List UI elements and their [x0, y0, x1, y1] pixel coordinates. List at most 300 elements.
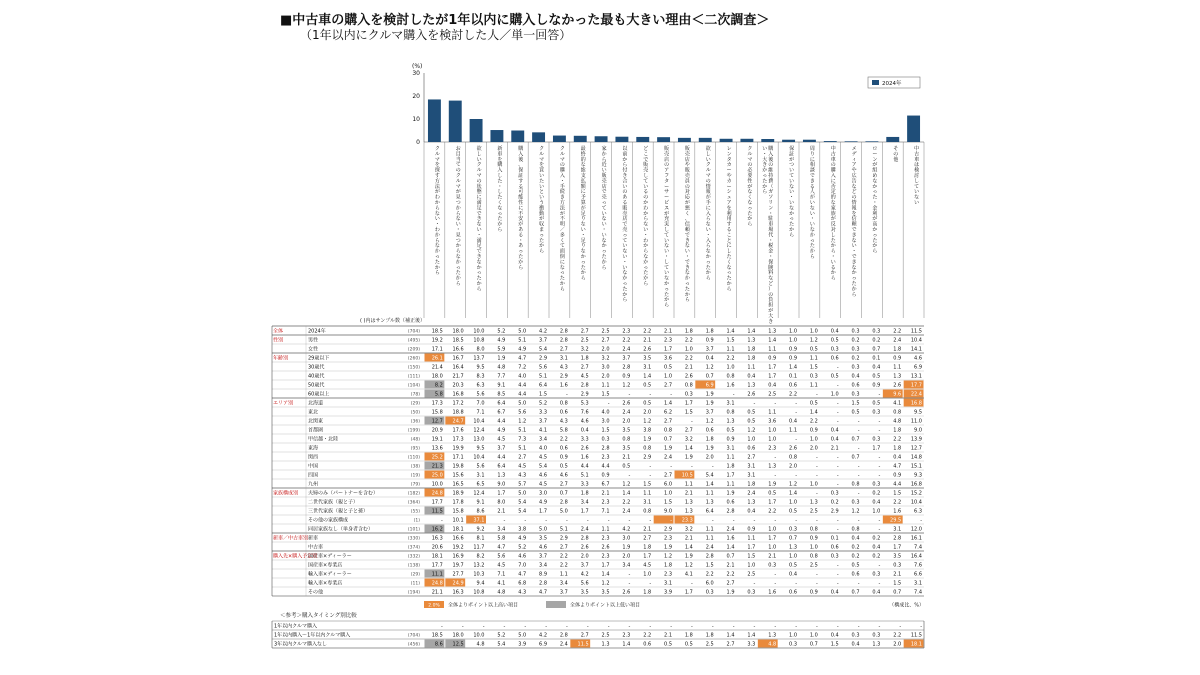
svg-text:ら: ら	[762, 189, 768, 196]
table-cell: 5.1	[518, 337, 527, 344]
table-cell: 17.6	[452, 427, 464, 434]
table-cell: 17.7	[431, 562, 443, 569]
table-cell: 15.2	[910, 490, 922, 497]
svg-text:面: 面	[559, 248, 565, 255]
table-cell: 0.4	[705, 355, 714, 362]
reference-cell: -	[628, 623, 631, 630]
svg-text:が: が	[664, 210, 670, 217]
svg-text:か: か	[830, 243, 836, 250]
table-cell: 4.7	[497, 544, 506, 551]
svg-text:か: か	[705, 254, 711, 260]
table-cell: 1.3	[747, 337, 756, 344]
svg-text:な: な	[434, 243, 440, 250]
table-row-n: (29)	[410, 401, 420, 407]
table-cell: 11.5	[431, 508, 443, 515]
table-cell: 1.4	[809, 409, 818, 416]
svg-text:か: か	[476, 281, 482, 287]
table-cell: 1.4	[664, 400, 672, 407]
table-cell: 2.1	[601, 490, 610, 497]
svg-text:ク: ク	[539, 146, 545, 152]
table-cell: 0.8	[664, 427, 672, 434]
table-cell: 1.1	[726, 454, 735, 461]
table-cell: 4.8	[497, 589, 506, 596]
table-cell: 3.4	[580, 499, 589, 506]
table-cell: 2.9	[559, 373, 568, 380]
table-cell: 1.1	[747, 364, 756, 371]
svg-text:入: 入	[559, 173, 565, 179]
table-cell: 12.4	[473, 427, 485, 434]
table-cell: 11.5	[910, 328, 922, 335]
reference-cell: -	[524, 623, 527, 630]
svg-text:販: 販	[684, 146, 690, 152]
bar	[428, 99, 441, 142]
table-cell: 4.3	[518, 472, 527, 479]
svg-text:し: し	[705, 151, 711, 158]
table-cell: 5.6	[518, 409, 527, 416]
table-cell: 0.6	[830, 355, 839, 362]
svg-text:売: 売	[664, 151, 670, 158]
svg-text:が: が	[830, 216, 836, 223]
table-cell: 5.9	[497, 346, 506, 353]
svg-text:た: た	[455, 270, 461, 277]
svg-text:車: 車	[830, 156, 836, 163]
svg-text:た: た	[434, 259, 440, 266]
svg-text:っ: っ	[872, 232, 878, 239]
table-cell: 16.8	[910, 481, 922, 488]
svg-text:ら: ら	[497, 227, 503, 233]
svg-text:か: か	[601, 151, 607, 158]
table-cell: 1.8	[747, 346, 756, 353]
table-row-n: (182)	[407, 491, 420, 497]
bar	[636, 137, 649, 142]
svg-text:・: ・	[809, 216, 815, 223]
svg-text:い: い	[664, 270, 670, 277]
table-cell: 3.5	[580, 589, 589, 596]
svg-text:保: 保	[789, 146, 795, 152]
table-cell: 16.3	[431, 535, 443, 542]
table-cell: -	[816, 517, 818, 524]
table-cell: 1.8	[747, 481, 756, 488]
svg-text:店: 店	[601, 183, 607, 190]
table-cell: 2.1	[684, 535, 693, 542]
table-cell: 0.6	[705, 427, 714, 434]
table-row-n: (36)	[410, 419, 420, 425]
table-cell: 1.1	[705, 490, 714, 497]
svg-text:終: 終	[580, 151, 586, 158]
table-cell: 0.7	[893, 589, 902, 596]
table-cell: 0.5	[768, 490, 777, 497]
table-cell: 6.2	[664, 409, 672, 416]
table-cell: 1.8	[726, 463, 735, 470]
svg-text:カ: カ	[726, 178, 732, 185]
svg-text:か: か	[851, 286, 857, 293]
table-cell: 2.2	[726, 355, 735, 362]
svg-text:な: な	[809, 205, 815, 212]
table-cell: 0.3	[851, 499, 860, 506]
table-cell: 4.0	[601, 409, 610, 416]
reference-cell: 2.1	[664, 632, 672, 639]
table-cell: 4.9	[518, 535, 527, 542]
svg-text:な: な	[455, 254, 461, 260]
table-row-n: (101)	[407, 527, 420, 533]
svg-text:ロ: ロ	[872, 146, 878, 152]
svg-text:か: か	[622, 275, 628, 282]
category-label	[622, 145, 628, 303]
svg-text:っ: っ	[497, 210, 503, 217]
table-cell: 25.2	[431, 454, 443, 461]
svg-text:・: ・	[684, 254, 690, 260]
table-cell: 4.9	[539, 499, 547, 506]
svg-text:手: 手	[559, 183, 565, 190]
svg-text:ス: ス	[664, 205, 670, 212]
svg-text:り: り	[580, 243, 586, 250]
svg-text:て: て	[622, 237, 628, 244]
svg-text:し: し	[476, 151, 482, 158]
table-cell: 2.6	[580, 544, 589, 551]
table-cell: 1.7	[580, 508, 589, 515]
svg-text:ル: ル	[455, 178, 461, 185]
svg-text:っ: っ	[643, 264, 649, 271]
table-cell: 23.3	[681, 517, 693, 524]
svg-text:マ: マ	[455, 183, 461, 190]
svg-text:ー: ー	[664, 183, 670, 190]
table-cell: 2.6	[601, 544, 610, 551]
table-cell: 2.2	[684, 355, 693, 362]
reference-cell: -	[670, 623, 672, 630]
reference-cell: 18.1	[910, 641, 922, 648]
bar	[615, 137, 628, 142]
svg-text:・: ・	[768, 237, 774, 244]
table-cell: 2.1	[497, 508, 506, 515]
table-cell: 0.3	[851, 364, 860, 371]
svg-text:ど: ど	[643, 146, 649, 152]
table-cell: 20.6	[431, 544, 443, 551]
svg-text:た: た	[762, 178, 768, 185]
y-tick-label: 30	[412, 70, 420, 77]
table-cell: 3.2	[684, 436, 693, 443]
table-cell: 1.2	[643, 418, 652, 425]
reference-cell: 2.7	[580, 632, 589, 639]
table-cell: 14.8	[910, 454, 922, 461]
svg-text:き: き	[684, 264, 690, 271]
table-cell: 0.8	[851, 526, 860, 533]
svg-text:い: い	[664, 237, 670, 244]
table-cell: 5.8	[434, 391, 443, 398]
table-cell: -	[649, 472, 652, 479]
table-cell: 4.1	[893, 400, 902, 407]
svg-text:で: で	[476, 248, 482, 255]
svg-text:か: か	[809, 248, 815, 255]
svg-text:い: い	[705, 227, 711, 233]
table-cell: -	[774, 400, 777, 407]
table-cell: 7.4	[914, 544, 922, 551]
table-cell: 11.7	[473, 544, 485, 551]
reference-cell: -	[482, 623, 485, 630]
svg-text:か: か	[476, 264, 482, 271]
bar	[553, 136, 566, 142]
svg-text:足: 足	[580, 210, 586, 217]
bar	[470, 119, 483, 142]
table-cell: -	[628, 517, 631, 524]
svg-text:わ: わ	[434, 194, 440, 201]
svg-text:な: な	[830, 200, 836, 206]
table-row-n: (111)	[407, 374, 420, 380]
table-cell: 2.0	[622, 553, 631, 560]
reference-cell: -	[607, 623, 610, 630]
table-cell: 15.8	[452, 508, 464, 515]
table-cell: 1.9	[726, 490, 735, 497]
table-cell: 0.8	[622, 436, 631, 443]
table-cell: -	[753, 580, 756, 587]
table-cell: -	[795, 400, 797, 407]
svg-text:か: か	[643, 259, 649, 266]
svg-text:な: な	[684, 243, 690, 250]
table-cell: 2.1	[726, 562, 735, 569]
table-cell: 8.9	[539, 571, 547, 578]
table-cell: 1.4	[601, 571, 610, 578]
svg-text:た: た	[539, 237, 545, 244]
svg-text:の: の	[664, 162, 670, 169]
table-cell: 17.2	[452, 400, 464, 407]
table-cell: 4.4	[580, 463, 589, 470]
table-cell: 4.3	[559, 418, 568, 425]
svg-text:し: し	[497, 173, 503, 179]
svg-text:い: い	[664, 248, 670, 255]
table-cell: 1.0	[726, 364, 735, 371]
table-cell: 2.2	[893, 436, 902, 443]
table-cell: 1.3	[497, 472, 506, 479]
svg-text:ル: ル	[539, 151, 545, 158]
svg-text:ら: ら	[455, 281, 461, 287]
table-cell: -	[670, 391, 672, 398]
table-row-label: 甲信越・北陸	[308, 436, 339, 443]
svg-text:つ: つ	[455, 237, 461, 244]
table-cell: 3.3	[539, 409, 547, 416]
table-cell: 4.7	[539, 589, 547, 596]
table-row-label: 60歳以上	[308, 391, 330, 398]
table-cell: 9.5	[476, 364, 485, 371]
table-cell: 0.6	[726, 499, 735, 506]
svg-text:っ: っ	[789, 216, 795, 223]
table-cell: 0.4	[872, 499, 881, 506]
table-cell: 2.6	[747, 391, 756, 398]
table-cell: 3.1	[476, 472, 485, 479]
svg-text:は: は	[914, 162, 920, 169]
table-cell: 1.1	[768, 346, 777, 353]
svg-text:っ: っ	[601, 248, 607, 255]
table-cell: -	[878, 562, 881, 569]
table-cell: 5.2	[539, 400, 547, 407]
svg-text:店: 店	[622, 216, 628, 223]
table-cell: 7.7	[497, 373, 506, 380]
table-cell: 4.3	[559, 364, 568, 371]
category-label	[789, 145, 794, 238]
table-cell: 1.2	[809, 337, 818, 344]
table-row-n: (38)	[410, 464, 420, 470]
table-cell: 1.0	[684, 346, 693, 353]
svg-text:な: な	[580, 248, 586, 255]
svg-text:で: で	[851, 254, 857, 260]
svg-text:以: 以	[622, 146, 628, 152]
table-cell: 1.0	[809, 544, 818, 551]
svg-text:で: で	[684, 259, 690, 266]
table-cell: -	[732, 391, 735, 398]
svg-text:い: い	[914, 200, 920, 206]
svg-text:購: 購	[497, 162, 503, 169]
svg-text:る: る	[726, 227, 732, 233]
table-cell: 10.0	[473, 328, 485, 335]
svg-text:っ: っ	[622, 232, 628, 239]
table-cell: 2.3	[622, 328, 631, 335]
table-cell: 2.2	[622, 499, 631, 506]
table-cell: 1.4	[768, 337, 777, 344]
reference-cell: 1.4	[747, 632, 756, 639]
table-cell: 16.7	[452, 355, 464, 362]
table-row-n: (138)	[407, 563, 420, 569]
svg-text:る: る	[518, 183, 524, 190]
table-cell: 1.9	[726, 589, 735, 596]
table-cell: 1.3	[747, 382, 756, 389]
table-cell: 7.1	[476, 409, 485, 416]
table-cell: -	[878, 391, 881, 398]
table-cell: 0.7	[559, 490, 568, 497]
table-cell: 3.1	[726, 445, 735, 452]
table-cell: 0.9	[789, 355, 797, 362]
table-cell: 7.1	[497, 571, 506, 578]
svg-text:後: 後	[518, 156, 524, 163]
svg-text:が: が	[559, 210, 565, 217]
svg-text:な: な	[851, 183, 857, 190]
table-cell: 2.1	[643, 526, 652, 533]
svg-text:信: 信	[851, 216, 857, 223]
table-cell: 5.2	[518, 544, 527, 551]
table-cell: 7.6	[580, 409, 589, 416]
table-cell: 0.3	[830, 346, 839, 353]
table-cell: 1.9	[664, 445, 672, 452]
svg-text:入: 入	[497, 167, 503, 174]
svg-text:ー: ー	[726, 167, 732, 174]
table-cell: 1.0	[809, 436, 818, 443]
table-cell: 18.5	[431, 328, 443, 335]
svg-text:を: を	[851, 210, 857, 217]
reference-cell: 0.4	[851, 641, 860, 648]
svg-text:い: い	[643, 227, 649, 233]
table-cell: 8.6	[476, 508, 485, 515]
svg-text:ら: ら	[559, 286, 565, 293]
svg-text:な: な	[768, 275, 774, 282]
table-cell: -	[545, 517, 547, 524]
table-cell: -	[795, 517, 797, 524]
table-cell: 5.7	[518, 481, 527, 488]
bar	[657, 137, 670, 142]
table-cell: 2.1	[830, 445, 839, 452]
svg-text:検: 検	[914, 167, 920, 174]
table-cell: -	[628, 472, 631, 479]
table-cell: 19.7	[452, 562, 464, 569]
table-cell: 2.3	[601, 454, 610, 461]
table-cell: 10.5	[681, 472, 693, 479]
table-row-label: 輸入車×ディーラー	[308, 571, 352, 578]
svg-text:か: か	[684, 275, 690, 282]
table-cell: 2.4	[622, 346, 631, 353]
svg-text:・: ・	[830, 254, 836, 260]
table-cell: 0.5	[726, 427, 735, 434]
bar	[886, 137, 899, 142]
reference-cell: 1.3	[601, 641, 610, 648]
table-cell: -	[691, 463, 693, 470]
svg-text:マ: マ	[539, 156, 545, 163]
category-label	[435, 146, 441, 276]
table-cell: 1.1	[601, 382, 610, 389]
table-cell: 8.2	[476, 553, 485, 560]
svg-text:た: た	[872, 237, 878, 244]
table-row-n: (704)	[407, 329, 420, 335]
svg-text:ら: ら	[705, 275, 711, 282]
svg-text:性: 性	[747, 178, 753, 185]
svg-text:ら: ら	[747, 221, 753, 228]
svg-text:っ: っ	[434, 254, 440, 260]
category-label	[518, 145, 524, 271]
table-cell: 4.6	[914, 355, 922, 362]
table-cell: 16.9	[452, 553, 464, 560]
table-cell: 1.4	[726, 328, 735, 335]
svg-text:っ: っ	[476, 270, 482, 277]
svg-text:店: 店	[684, 156, 690, 163]
table-note: ( )内はサンプル数（補正後）	[360, 318, 426, 324]
table-cell: 5.0	[539, 526, 547, 533]
table-cell: 7.0	[518, 562, 527, 569]
table-cell: 3.7	[705, 346, 714, 353]
table-row-label: 夫婦のみ（パートナーを含む）	[308, 490, 379, 497]
svg-text:い: い	[789, 200, 795, 206]
table-cell: 2.6	[622, 400, 631, 407]
table-cell: 1.3	[684, 508, 693, 515]
table-row-n: (260)	[407, 356, 420, 362]
table-cell: -	[816, 463, 818, 470]
svg-text:高: 高	[872, 221, 878, 228]
table-cell: 5.1	[518, 427, 527, 434]
svg-text:す: す	[726, 221, 732, 228]
svg-text:や: や	[851, 167, 857, 174]
table-cell: 15.1	[910, 463, 922, 470]
svg-text:か: か	[580, 270, 586, 277]
table-cell: 9.6	[893, 391, 902, 398]
table-cell: 2.1	[768, 553, 777, 560]
table-cell: 1.1	[789, 427, 797, 434]
table-cell: 4.2	[539, 328, 547, 335]
table-cell: 2.2	[726, 571, 735, 578]
table-cell: 0.4	[747, 373, 756, 380]
reference-cell: -	[732, 623, 735, 630]
svg-text:な: な	[664, 243, 670, 250]
svg-text:の: の	[768, 291, 774, 298]
svg-text:ら: ら	[518, 264, 524, 271]
svg-text:タ: タ	[664, 178, 670, 185]
svg-text:マ: マ	[747, 156, 753, 163]
svg-text:マ: マ	[476, 173, 482, 179]
svg-text:カ: カ	[726, 162, 732, 169]
table-cell: -	[836, 562, 839, 569]
reference-cell: 5.0	[518, 632, 527, 639]
svg-text:険: 険	[768, 264, 774, 271]
table-row-n: (330)	[407, 536, 420, 542]
table-cell: 4.1	[497, 580, 506, 587]
svg-text:で: で	[851, 227, 857, 233]
table-cell: 1.7	[768, 499, 777, 506]
table-cell: 1.1	[893, 364, 902, 371]
table-cell: 0.5	[872, 400, 881, 407]
table-cell: 17.1	[452, 454, 464, 461]
